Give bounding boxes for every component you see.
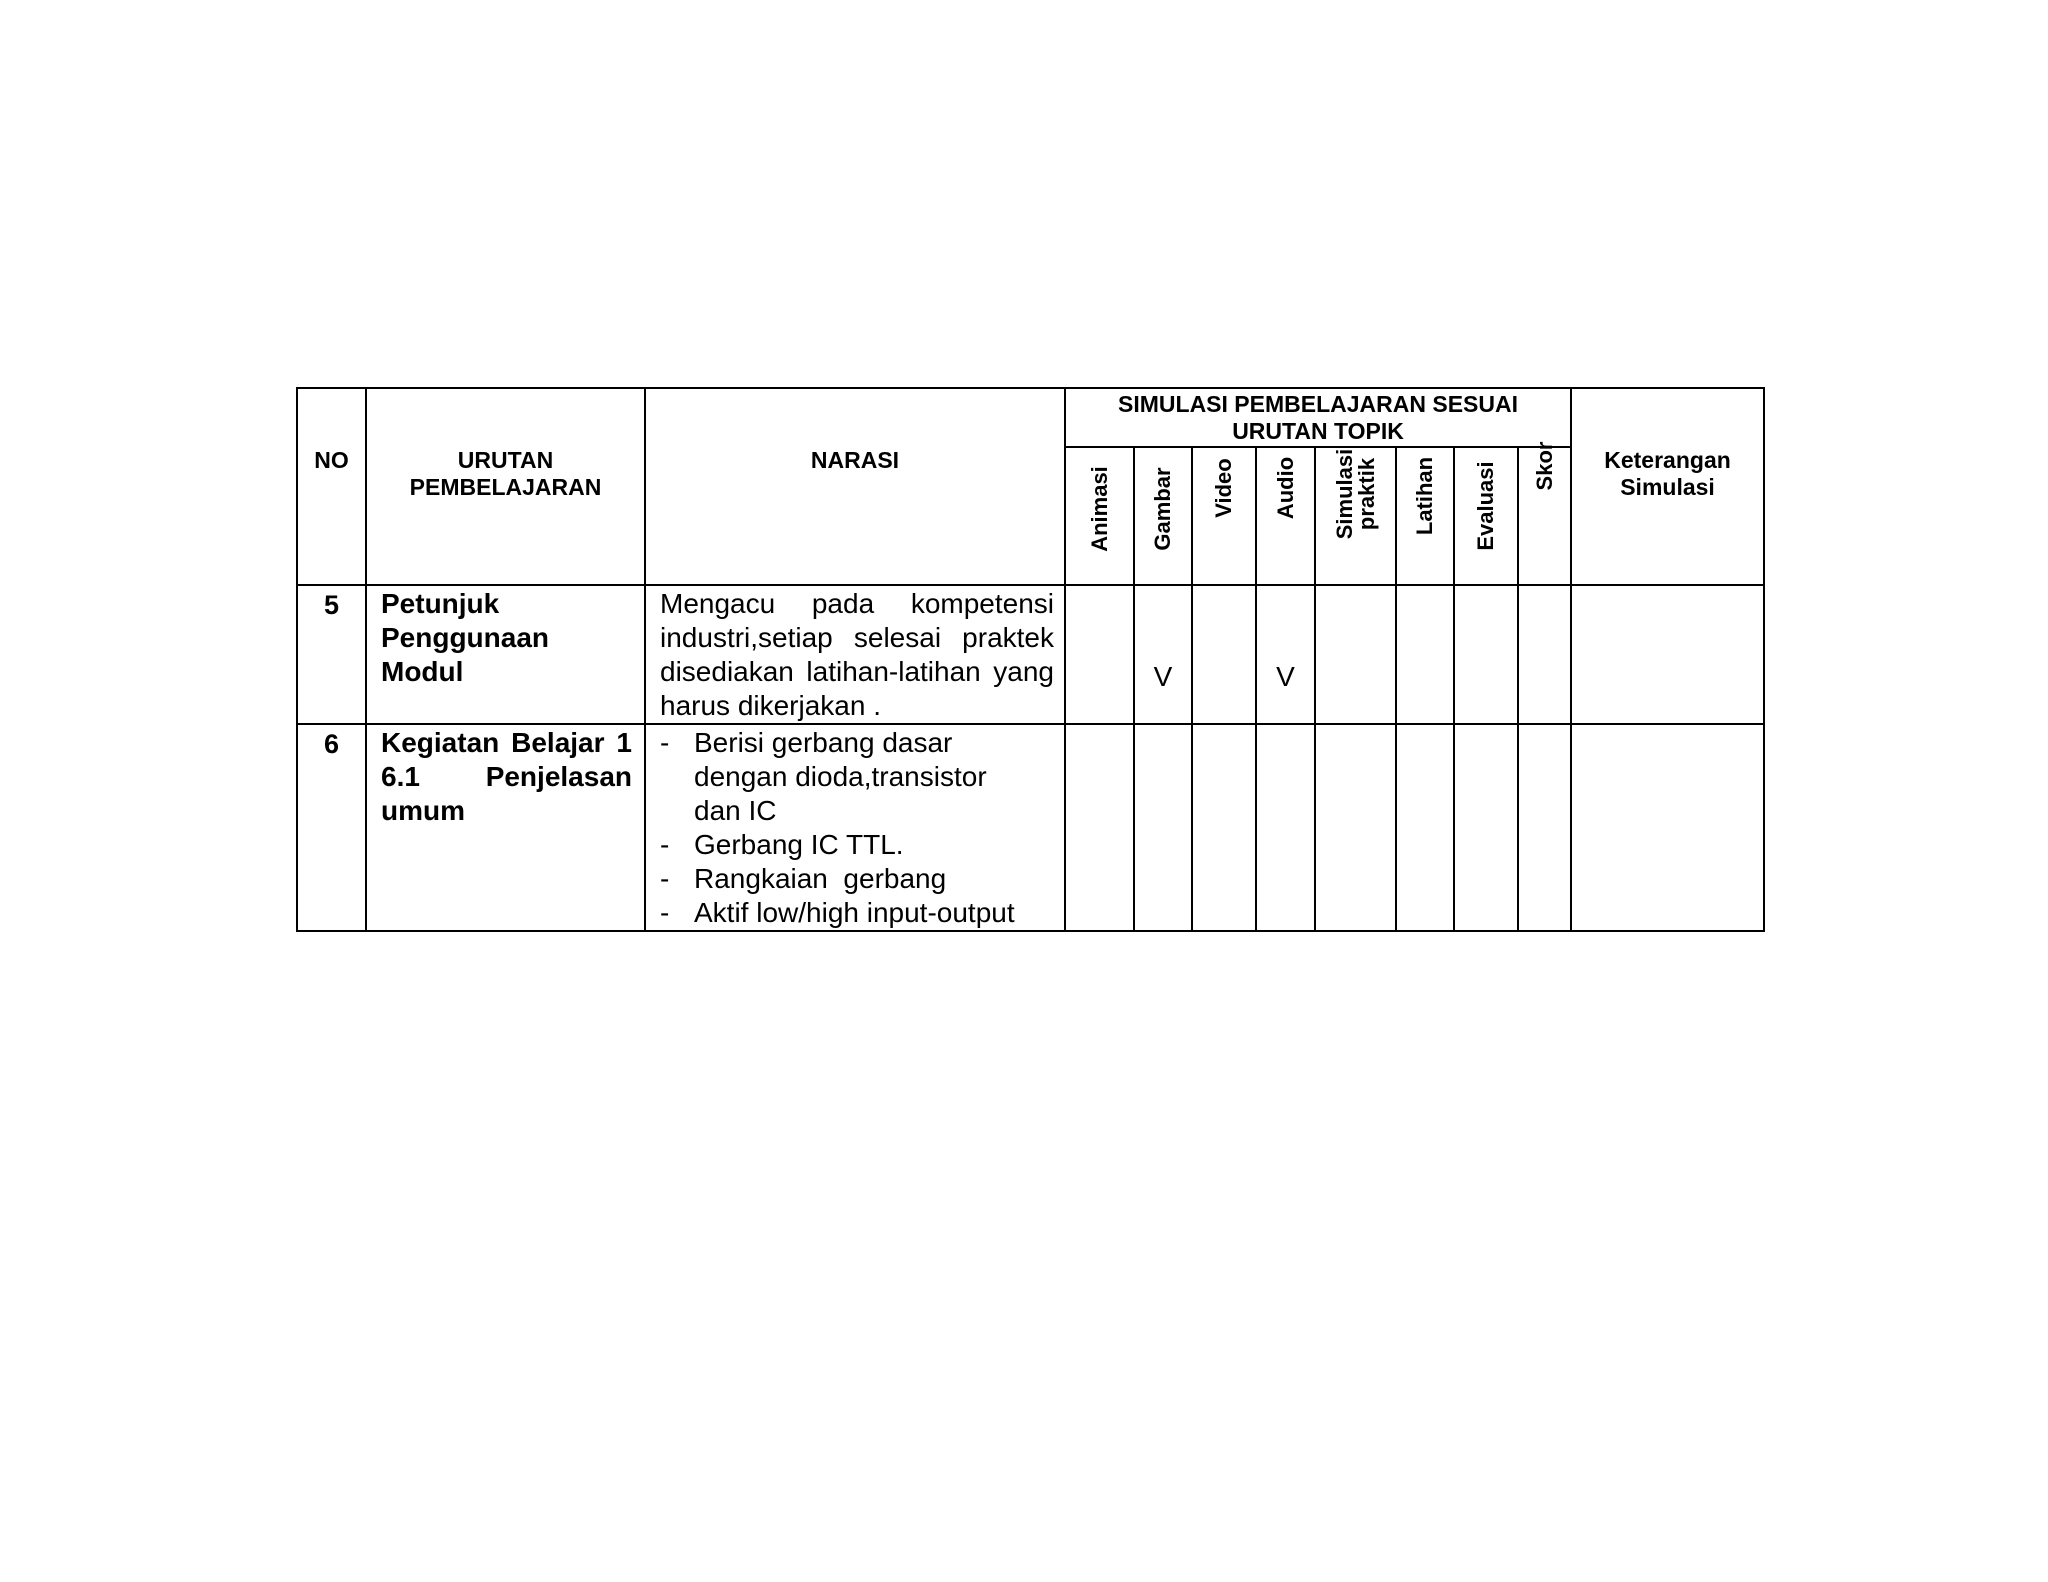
mark-gambar [1134,724,1192,931]
mark-skor [1518,724,1571,931]
header-col-evaluasi: Evaluasi [1454,447,1518,585]
list-item: - Rangkaian gerbang [660,863,947,894]
header-col-gambar: Gambar [1134,447,1192,585]
header-col-animasi: Animasi [1065,447,1134,585]
table-row [297,585,1764,724]
mark-latihan [1396,724,1454,931]
row-number: 6 [297,724,366,931]
list-item: - Berisi gerbang dasar dengan dioda,transistor dan IC [660,727,987,826]
mark-animasi [1065,724,1134,931]
row-narasi: Mengacu pada kompetensi industri,setiap selesai praktek disediakan latihan-latihan yang harus dikerjakan . [645,585,1065,724]
row-keterangan [1571,585,1764,724]
header-col-skor: Skor [1518,447,1571,585]
header-narasi: NARASI [645,388,1065,585]
mark-video [1192,724,1256,931]
row-urutan: Kegiatan Belajar 1 6.1 Penjelasan umum [366,724,645,931]
header-simulasi-group: SIMULASI PEMBELAJARAN SESUAI URUTAN TOPIK [1065,388,1571,447]
mark-latihan [1396,585,1454,724]
mark-skor [1518,585,1571,724]
header-col-audio: Audio [1256,447,1315,585]
mark-evaluasi [1454,724,1518,931]
mark-gambar: V [1134,585,1192,724]
header-col-video: Video [1192,447,1256,585]
table-row [297,724,1764,931]
header-col-latihan: Latihan [1396,447,1454,585]
mark-video [1192,585,1256,724]
mark-audio: V [1256,585,1315,724]
mark-audio [1256,724,1315,931]
header-keterangan-simulasi: Keterangan Simulasi [1571,388,1764,585]
mark-animasi [1065,585,1134,724]
row-number: 5 [297,585,366,724]
header-col-simulasi-praktik: Simulasi praktik [1315,447,1396,585]
bullet-list [660,726,1054,930]
mark-simulasi-praktik [1315,585,1396,724]
mark-simulasi-praktik [1315,724,1396,931]
row-keterangan [1571,724,1764,931]
row-urutan: Petunjuk Penggunaan Modul [366,585,645,724]
header-urutan-pembelajaran: URUTAN PEMBELAJARAN [366,388,645,585]
list-item: - Aktif low/high input-output [660,897,1015,928]
mark-evaluasi [1454,585,1518,724]
header-no: NO [297,388,366,585]
list-item: - Gerbang IC TTL. [660,829,904,860]
simulation-table [296,387,1765,932]
row-narasi-list [645,724,1065,931]
